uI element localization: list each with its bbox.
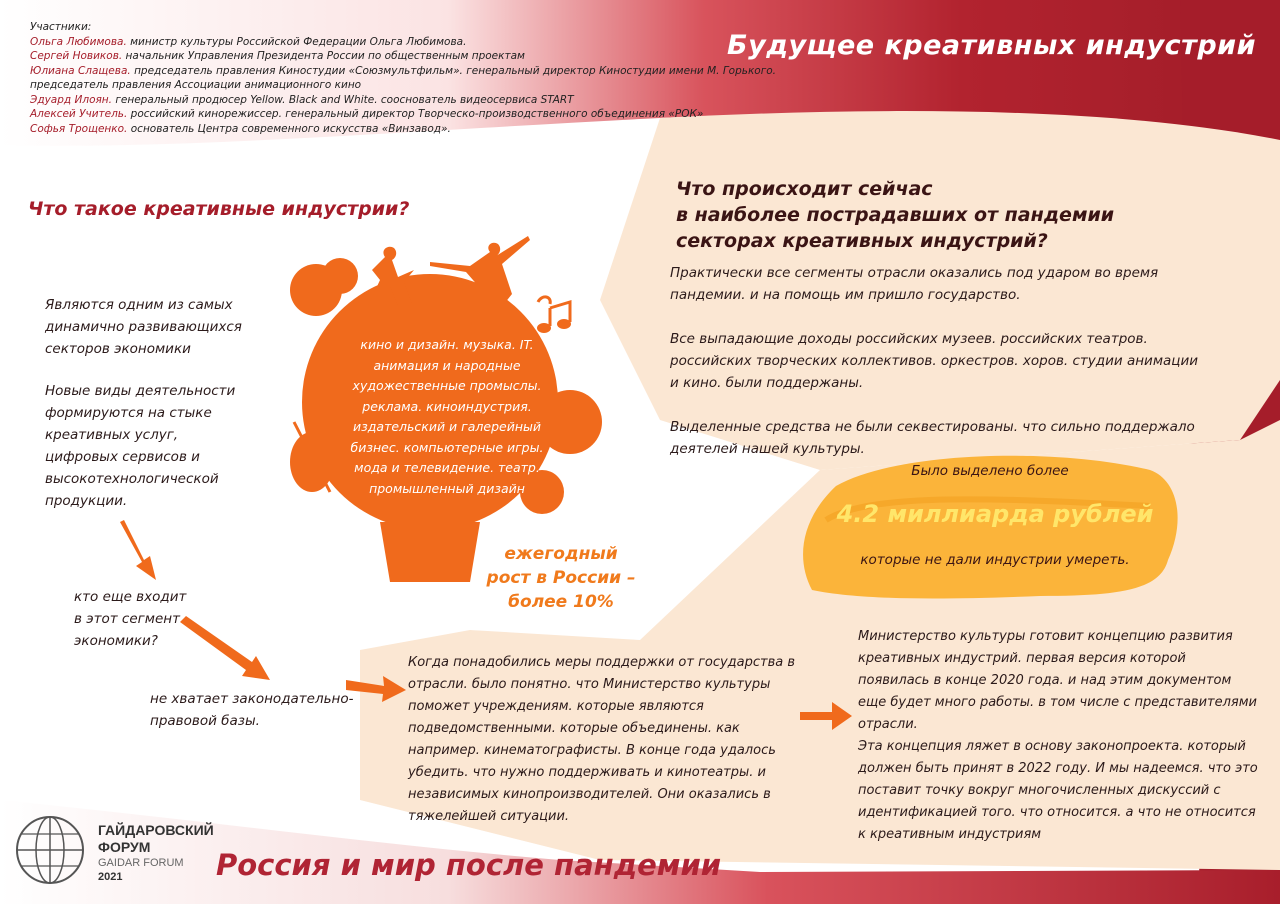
participant-role: генеральный продюсер Yellow. Black and White. сооснователь видеосервиса START xyxy=(112,93,574,106)
ministry-para-1: Министерство культуры готовит концепцию развития креативных индустрий. первая версия которой появилась в конце 2020 года. и над этим документом еще будет много работы. в том числе с представителями отрасли. xyxy=(858,629,1257,732)
right-heading xyxy=(676,176,1146,254)
participant-name: Юлиана Слащева. xyxy=(30,64,131,77)
participant-role: министр культуры Российской Федерации Ольга Любимова. xyxy=(126,35,467,48)
support-paragraph: Когда понадобились меры поддержки от государства в отрасли. было понятно. что Министерство культуры поможет учреждениям. которые являются подведомственными. которые объединены. как например. кинематографисты. В конце года удалось убедить. что нужно поддерживать и кинотеатры. и независимых кинопроизводителей. Они оказались в тяжелейшей ситуации. xyxy=(408,655,796,824)
growth-line-3: более 10% xyxy=(508,592,614,612)
participant-name: Софья Трощенко. xyxy=(30,122,128,135)
participant-row xyxy=(30,93,790,108)
participant-role: председатель правления Ассоциации анимационного кино xyxy=(30,79,362,91)
participants-block xyxy=(30,20,790,136)
left-text xyxy=(45,294,255,512)
participant-name: Ольга Любимова. xyxy=(30,35,127,48)
growth-note xyxy=(476,542,646,614)
participant-row xyxy=(30,49,790,64)
participant-row xyxy=(30,122,790,137)
growth-line-1: ежегодный xyxy=(504,544,618,564)
logo-line-3: GAIDAR FORUM xyxy=(98,857,184,869)
participant-row xyxy=(30,64,790,79)
logo-line-2: ФОРУМ xyxy=(98,839,151,855)
allocation-intro: Было выделено более xyxy=(911,463,1069,479)
participant-role: начальник Управления Президента России по общественным проектам xyxy=(122,50,525,62)
ministry-paragraph xyxy=(858,626,1258,846)
forum-logo-text xyxy=(98,822,214,884)
right-heading-line-1: Что происходит сейчас xyxy=(676,178,933,200)
participant-row xyxy=(30,107,790,122)
allocation-outro: которые не дали индустрии умереть. xyxy=(860,552,1130,568)
participants-heading: Участники: xyxy=(30,21,92,33)
growth-line-2: рост в России – xyxy=(486,568,636,588)
logo-line-4: 2021 xyxy=(98,871,123,883)
right-heading-line-2: в наиболее пострадавших от пандемии xyxy=(676,204,1115,226)
allocation-amount: 4.2 миллиарда рублей xyxy=(836,500,1154,528)
page-title: Будущее креативных индустрий xyxy=(727,30,1256,61)
left-heading: Что такое креативные индустрии? xyxy=(28,198,410,220)
left-para-2: Новые виды деятельности формируются на стыке креативных услуг, цифровых сервисов и высокотехнологической продукции. xyxy=(45,383,236,509)
participant-row xyxy=(30,35,790,50)
globe-logo-icon xyxy=(12,812,88,888)
arrow-icon xyxy=(800,702,852,730)
right-para-2: Все выпадающие доходы российских музеев. российских театров. российских творческих коллективов. оркестров. хоров. студии анимации и кино. были поддержаны. xyxy=(670,331,1199,391)
right-para-3: Выделенные средства не были секвестированы. что сильно поддержало деятелей нашей культуры. xyxy=(670,419,1195,457)
footer-title: Россия и мир после пандемии xyxy=(216,848,722,882)
industries-list: кино и дизайн. музыка. IT. анимация и народные художественные промыслы. реклама. киноиндустрия. издательский и галерейный бизнес. компьютерные игры. мода и телевидение. театр. промышленный дизайн xyxy=(350,337,544,496)
logo-line-1: ГАЙДАРОВСКИЙ xyxy=(98,822,214,838)
participant-name: Эдуард Илоян. xyxy=(30,93,113,106)
ministry-para-2: Эта концепция ляжет в основу законопроекта. который должен быть принят в 2022 году. И мы надеемся. что это поставит точку вокруг многочисленных дискуссий с идентификацией того. что относится. а что не относится к креативным индустриям xyxy=(858,739,1258,842)
participant-role: российский кинорежиссер. генеральный директор Творческо-производственного объединения «РОК» xyxy=(127,108,704,120)
lack-of-law-text: не хватает законодательно-правовой базы. xyxy=(150,691,354,729)
participant-row xyxy=(30,78,790,93)
right-text xyxy=(670,262,1200,460)
segment-question: кто еще входит в этот сегмент экономики? xyxy=(74,589,187,649)
left-para-1: Являются одним из самых динамично развивающихся секторов экономики xyxy=(45,297,242,357)
participant-name: Сергей Новиков. xyxy=(30,50,123,62)
participant-name: Алексей Учитель. xyxy=(30,108,128,120)
participant-role: основатель Центра современного искусства «Винзавод». xyxy=(127,122,451,135)
participant-role: председатель правления Киностудии «Союзмультфильм». генеральный директор Киностудии имени М. Горького. xyxy=(130,64,776,77)
right-para-1: Практически все сегменты отрасли оказались под ударом во время пандемии. и на помощь им пришло государство. xyxy=(670,265,1159,303)
right-heading-line-3: секторах креативных индустрий? xyxy=(676,230,1048,252)
arrow-icon xyxy=(120,520,156,580)
